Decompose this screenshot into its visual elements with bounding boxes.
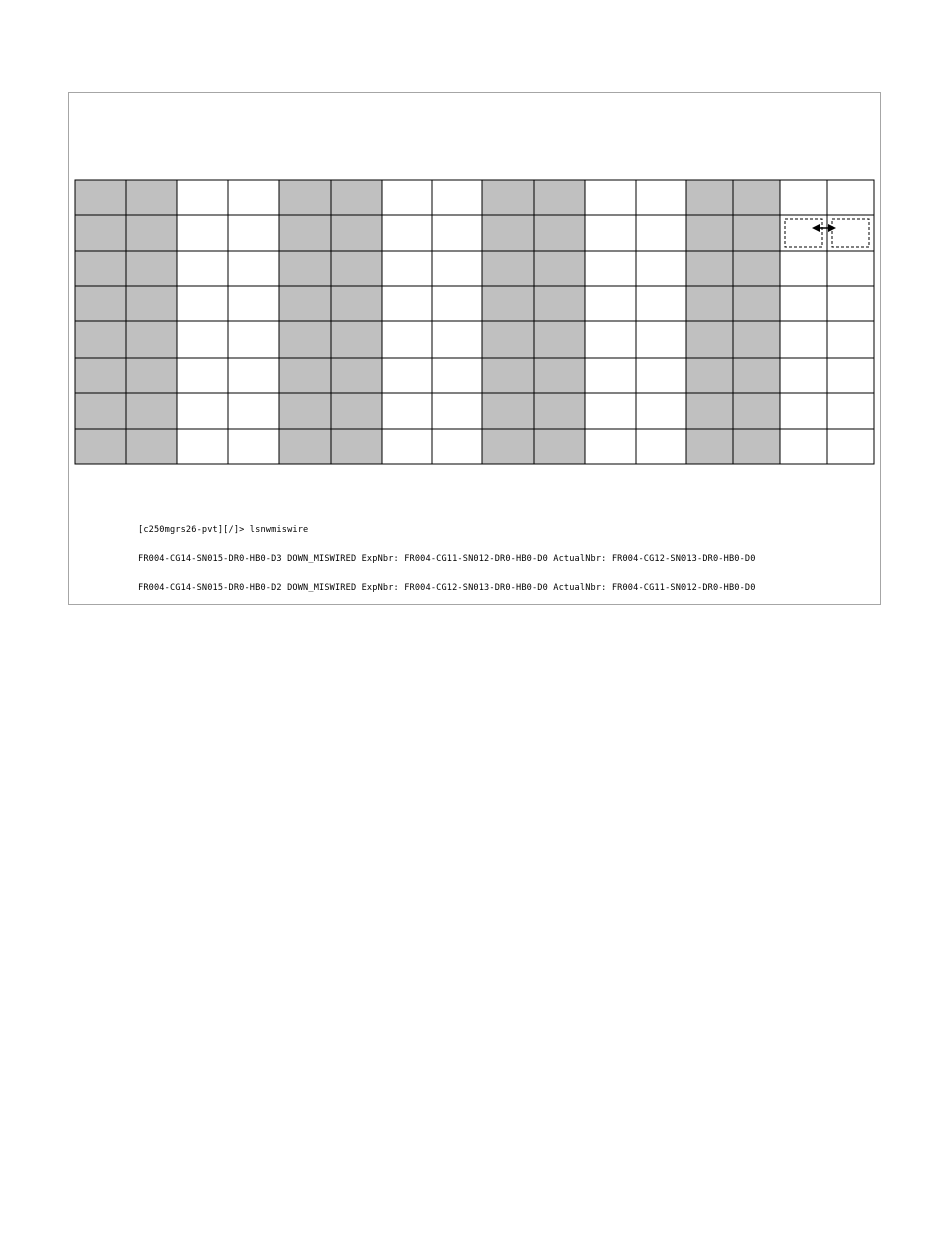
grid-cell-r0-c1 — [126, 180, 177, 215]
grid-cell-r2-c9 — [534, 251, 585, 286]
grid-cell-r5-c2 — [177, 358, 228, 393]
grid-cell-r1-c13 — [733, 215, 780, 251]
grid-cell-r6-c7 — [432, 393, 482, 429]
grid-cell-r3-c14 — [780, 286, 827, 321]
grid-cell-r3-c1 — [126, 286, 177, 321]
grid-cell-r5-c7 — [432, 358, 482, 393]
grid-cell-r3-c12 — [686, 286, 733, 321]
grid-cell-r4-c2 — [177, 321, 228, 358]
grid-cell-r6-c11 — [636, 393, 686, 429]
terminal-command-line: [c250mgrs26-pvt][/]> lsnwmiswire — [138, 525, 309, 536]
grid-cell-r5-c4 — [279, 358, 331, 393]
grid-cell-r6-c13 — [733, 393, 780, 429]
grid-cell-r3-c2 — [177, 286, 228, 321]
grid-cell-r6-c2 — [177, 393, 228, 429]
grid-cell-r4-c1 — [126, 321, 177, 358]
grid-cell-r2-c7 — [432, 251, 482, 286]
grid-cell-r2-c13 — [733, 251, 780, 286]
grid-cell-r3-c15 — [827, 286, 874, 321]
grid-cell-r1-c7 — [432, 215, 482, 251]
grid-cell-r0-c15 — [827, 180, 874, 215]
grid-cell-r0-c8 — [482, 180, 534, 215]
grid-cell-r5-c0 — [75, 358, 126, 393]
grid-cell-r5-c1 — [126, 358, 177, 393]
grid-cell-r3-c0 — [75, 286, 126, 321]
grid-cell-r2-c12 — [686, 251, 733, 286]
grid-cell-r1-c8 — [482, 215, 534, 251]
grid-cell-r2-c3 — [228, 251, 279, 286]
grid-cell-r6-c1 — [126, 393, 177, 429]
grid-cell-r1-c5 — [331, 215, 382, 251]
grid-cell-r7-c13 — [733, 429, 780, 464]
grid-cell-r7-c5 — [331, 429, 382, 464]
grid-cell-r2-c14 — [780, 251, 827, 286]
grid-cell-r2-c10 — [585, 251, 636, 286]
grid-cell-r3-c6 — [382, 286, 432, 321]
grid-cell-r0-c9 — [534, 180, 585, 215]
grid-cell-r4-c0 — [75, 321, 126, 358]
grid-cell-r0-c3 — [228, 180, 279, 215]
grid-cell-r1-c2 — [177, 215, 228, 251]
grid-cell-r1-c10 — [585, 215, 636, 251]
grid-cell-r5-c3 — [228, 358, 279, 393]
grid-cell-r1-c12 — [686, 215, 733, 251]
grid-cell-r5-c14 — [780, 358, 827, 393]
grid-cell-r7-c10 — [585, 429, 636, 464]
grid-cell-r0-c7 — [432, 180, 482, 215]
grid-cell-r5-c10 — [585, 358, 636, 393]
grid-cell-r5-c15 — [827, 358, 874, 393]
grid-cell-r7-c14 — [780, 429, 827, 464]
grid-cell-r0-c13 — [733, 180, 780, 215]
grid-cell-r6-c4 — [279, 393, 331, 429]
grid-cell-r2-c6 — [382, 251, 432, 286]
grid-cell-r1-c3 — [228, 215, 279, 251]
grid-cell-r3-c4 — [279, 286, 331, 321]
grid-cell-r4-c10 — [585, 321, 636, 358]
grid-cell-r2-c1 — [126, 251, 177, 286]
grid-cell-r5-c8 — [482, 358, 534, 393]
grid-cell-r5-c13 — [733, 358, 780, 393]
grid-cell-r6-c15 — [827, 393, 874, 429]
grid-cell-r6-c0 — [75, 393, 126, 429]
grid-cell-r5-c5 — [331, 358, 382, 393]
grid-cell-r3-c3 — [228, 286, 279, 321]
grid-cell-r0-c5 — [331, 180, 382, 215]
grid-cell-r0-c10 — [585, 180, 636, 215]
grid-cell-r0-c2 — [177, 180, 228, 215]
grid-cell-r1-c1 — [126, 215, 177, 251]
grid-cell-r7-c0 — [75, 429, 126, 464]
grid-cell-r2-c0 — [75, 251, 126, 286]
grid-cell-r2-c5 — [331, 251, 382, 286]
grid-cell-r3-c5 — [331, 286, 382, 321]
grid-cell-r7-c7 — [432, 429, 482, 464]
grid-cell-r1-c15 — [827, 215, 874, 251]
grid-cell-r3-c13 — [733, 286, 780, 321]
grid-cell-r7-c11 — [636, 429, 686, 464]
grid-cell-r4-c13 — [733, 321, 780, 358]
grid-cells — [75, 180, 874, 464]
terminal-result-line-2: FR004-CG14-SN015-DR0-HB0-D2 DOWN_MISWIRED ExpNbr: FR004-CG12-SN013-DR0-HB0-D0 ActualNbr: FR004-CG11-SN012-DR0-HB0-D0 — [138, 582, 756, 593]
grid-cell-r1-c9 — [534, 215, 585, 251]
grid-cell-r6-c8 — [482, 393, 534, 429]
grid-cell-r4-c3 — [228, 321, 279, 358]
grid-cell-r7-c15 — [827, 429, 874, 464]
grid-cell-r6-c10 — [585, 393, 636, 429]
grid-cell-r1-c14 — [780, 215, 827, 251]
grid-cell-r3-c8 — [482, 286, 534, 321]
grid-cell-r4-c8 — [482, 321, 534, 358]
grid-cell-r4-c12 — [686, 321, 733, 358]
terminal-result-line-1: FR004-CG14-SN015-DR0-HB0-D3 DOWN_MISWIRED ExpNbr: FR004-CG11-SN012-DR0-HB0-D0 ActualNbr: FR004-CG12-SN013-DR0-HB0-D0 — [138, 553, 756, 564]
grid-cell-r7-c4 — [279, 429, 331, 464]
grid-cell-r3-c9 — [534, 286, 585, 321]
grid-cell-r1-c0 — [75, 215, 126, 251]
grid-cell-r2-c8 — [482, 251, 534, 286]
grid-cell-r1-c6 — [382, 215, 432, 251]
grid-cell-r2-c4 — [279, 251, 331, 286]
grid-cell-r4-c4 — [279, 321, 331, 358]
grid-cell-r5-c6 — [382, 358, 432, 393]
grid-cell-r0-c6 — [382, 180, 432, 215]
terminal-output — [138, 507, 756, 603]
grid-cell-r2-c15 — [827, 251, 874, 286]
grid-cell-r1-c11 — [636, 215, 686, 251]
grid-cell-r0-c12 — [686, 180, 733, 215]
grid-cell-r4-c6 — [382, 321, 432, 358]
grid-cell-r5-c11 — [636, 358, 686, 393]
grid-cell-r4-c7 — [432, 321, 482, 358]
grid-cell-r7-c12 — [686, 429, 733, 464]
grid-cell-r6-c12 — [686, 393, 733, 429]
grid-cell-r0-c11 — [636, 180, 686, 215]
grid-cell-r7-c1 — [126, 429, 177, 464]
grid-cell-r0-c14 — [780, 180, 827, 215]
grid-cell-r6-c3 — [228, 393, 279, 429]
grid-cell-r3-c11 — [636, 286, 686, 321]
grid-cell-r6-c14 — [780, 393, 827, 429]
grid-cell-r5-c9 — [534, 358, 585, 393]
grid-cell-r4-c11 — [636, 321, 686, 358]
grid-cell-r2-c11 — [636, 251, 686, 286]
grid-cell-r5-c12 — [686, 358, 733, 393]
grid-cell-r7-c3 — [228, 429, 279, 464]
grid-cell-r4-c15 — [827, 321, 874, 358]
grid-cell-r3-c7 — [432, 286, 482, 321]
grid-cell-r6-c5 — [331, 393, 382, 429]
grid-cell-r4-c14 — [780, 321, 827, 358]
grid-cell-r7-c8 — [482, 429, 534, 464]
grid-cell-r6-c9 — [534, 393, 585, 429]
grid-cell-r7-c9 — [534, 429, 585, 464]
grid-cell-r1-c4 — [279, 215, 331, 251]
grid-cell-r2-c2 — [177, 251, 228, 286]
grid-cell-r4-c9 — [534, 321, 585, 358]
grid-cell-r7-c2 — [177, 429, 228, 464]
grid-cell-r3-c10 — [585, 286, 636, 321]
grid-cell-r0-c0 — [75, 180, 126, 215]
grid-cell-r6-c6 — [382, 393, 432, 429]
grid-cell-r7-c6 — [382, 429, 432, 464]
grid-cell-r0-c4 — [279, 180, 331, 215]
grid-cell-r4-c5 — [331, 321, 382, 358]
